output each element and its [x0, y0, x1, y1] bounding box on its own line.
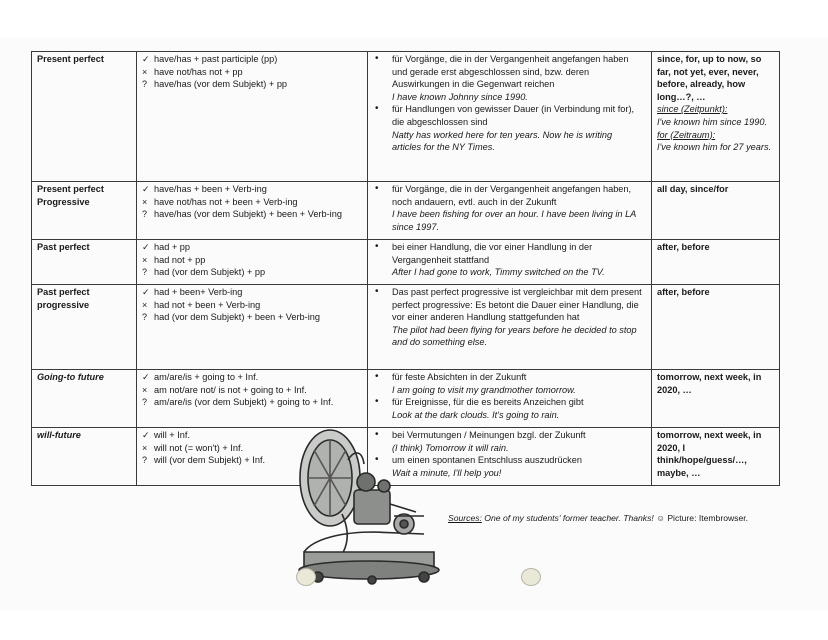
form-cell — [137, 285, 368, 370]
tense-name-cell — [32, 428, 137, 486]
form-text: am/are/is + going to + Inf. — [154, 372, 259, 382]
signal-note-heading: since (Zeitpunkt): — [657, 104, 728, 115]
tense-row — [32, 182, 780, 240]
cross-icon: × — [142, 442, 148, 453]
form-line — [142, 371, 363, 384]
usage-item — [373, 103, 647, 153]
sources-text: One of my students' former teacher. Thanks! — [481, 513, 657, 523]
usage-text: Das past perfect progressive ist vergleichbar mit dem present perfect progressive: Es betont die Dauer einer Handlung, die vor einer anderen Handlung stattgefunden hat — [392, 287, 642, 323]
tense-name-cell — [32, 240, 137, 285]
form-text: have not/has not + been + Verb-ing — [154, 196, 298, 207]
form-line — [142, 396, 363, 409]
usage-item — [373, 53, 647, 103]
sources-label: Sources: — [448, 513, 482, 523]
usage-example: Look at the dark clouds. It's going to rain. — [392, 409, 560, 420]
usage-example: I am going to visit my grandmother tomorrow. — [392, 384, 576, 395]
signal-note-example: I've known him for 27 years. — [657, 142, 772, 153]
tense-row — [32, 52, 780, 182]
usage-example: (I think) Tomorrow it will rain. — [392, 442, 509, 453]
usage-list — [373, 183, 647, 233]
usage-cell — [368, 285, 652, 370]
form-line — [142, 66, 363, 79]
usage-example: Wait a minute, I'll help you! — [392, 467, 502, 478]
cross-icon: × — [142, 66, 148, 77]
cross-icon: × — [142, 254, 148, 265]
signal-words: since, for, up to now, so far, not yet, ever, never, before, already, how long…?, … — [657, 54, 762, 102]
usage-text: für Vorgänge, die in der Vergangenheit angefangen haben, noch andauern, evtl. auch in der Zukunft — [392, 184, 632, 207]
tense-row — [32, 370, 780, 428]
form-text: am/are/is (vor dem Subjekt) + going to + Inf. — [154, 397, 334, 408]
usage-item — [373, 371, 647, 396]
signal-words-cell — [652, 428, 780, 486]
form-text: had + been+ Verb-ing — [154, 287, 243, 297]
signal-words-cell — [652, 182, 780, 240]
usage-text: für Vorgänge, die in der Vergangenheit angefangen haben und gerade erst abgeschlossen sind, bzw. deren Auswirkungen in die Gegenwart reichen — [392, 54, 629, 90]
form-text: had + pp — [154, 242, 191, 252]
picture-credit: Picture: Itembrowser. — [664, 513, 749, 523]
usage-cell — [368, 52, 652, 182]
bullet-icon: • — [375, 53, 379, 64]
tense-name: will-future — [37, 430, 81, 440]
signal-words: all day, since/for — [657, 184, 729, 194]
usage-text: bei einer Handlung, die vor einer Handlung in der Vergangenheit stattfand — [392, 242, 593, 265]
form-line — [142, 384, 363, 397]
usage-text: für feste Absichten in der Zukunft — [392, 372, 527, 382]
signal-words-cell — [652, 52, 780, 182]
usage-example: After I had gone to work, Timmy switched on the TV. — [392, 267, 605, 278]
bullet-icon: • — [375, 396, 379, 408]
sources-note — [448, 513, 748, 523]
form-line — [142, 311, 363, 324]
form-text: will (vor dem Subjekt) + Inf. — [154, 455, 266, 466]
question-icon: ? — [142, 267, 148, 278]
usage-example: I have been fishing for over an hour. I have been living in LA since 1997. — [392, 209, 636, 232]
tense-name-cell — [32, 182, 137, 240]
form-text: have/has + past participle (pp) — [154, 54, 278, 64]
question-icon: ? — [142, 209, 148, 220]
form-line — [142, 208, 363, 221]
tense-name: Past perfect progressive — [37, 287, 90, 310]
form-cell — [137, 370, 368, 428]
form-text: had (vor dem Subjekt) + pp — [154, 267, 266, 278]
bullet-icon: • — [375, 429, 379, 440]
form-line — [142, 196, 363, 209]
form-line — [142, 299, 363, 312]
question-icon: ? — [142, 397, 148, 408]
form-text: have/has (vor dem Subjekt) + pp — [154, 79, 288, 90]
cross-icon: × — [142, 299, 148, 310]
form-line — [142, 254, 363, 267]
usage-item — [373, 183, 647, 233]
usage-text: für Handlungen von gewisser Dauer (in Verbindung mit for), die abgeschlossen sind — [392, 104, 635, 127]
check-icon: ✓ — [142, 372, 150, 382]
tense-name: Going-to future — [37, 372, 104, 382]
tense-row — [32, 285, 780, 370]
signal-words: after, before — [657, 287, 710, 297]
usage-item — [373, 396, 647, 421]
usage-cell — [368, 182, 652, 240]
tense-name-cell — [32, 285, 137, 370]
tense-name: Present perfect Progressive — [37, 184, 104, 207]
check-icon: ✓ — [142, 54, 150, 64]
signal-words: tomorrow, next week, in 2020, … — [657, 372, 762, 395]
form-text: had not + pp — [154, 254, 206, 265]
bullet-icon: • — [375, 103, 379, 115]
usage-text: bei Vermutungen / Meinungen bzgl. der Zukunft — [392, 430, 586, 440]
form-text: will + Inf. — [154, 430, 190, 440]
usage-item — [373, 286, 647, 349]
tense-name-cell — [32, 52, 137, 182]
signal-words-cell — [652, 285, 780, 370]
question-icon: ? — [142, 312, 148, 323]
signal-note-example: I've known him since 1990. — [657, 116, 768, 127]
signal-note-heading: for (Zeitraum): — [657, 129, 716, 140]
usage-text: um einen spontanen Entschluss auszudrücken — [392, 455, 582, 466]
form-cell — [137, 240, 368, 285]
tense-name: Past perfect — [37, 242, 90, 252]
usage-list — [373, 53, 647, 154]
form-cell — [137, 182, 368, 240]
usage-list — [373, 286, 647, 349]
form-text: have/has + been + Verb-ing — [154, 184, 267, 194]
bullet-icon: • — [375, 454, 379, 466]
form-line — [142, 53, 363, 66]
form-text: had (vor dem Subjekt) + been + Verb-ing — [154, 312, 320, 323]
form-line — [142, 183, 363, 196]
form-text: am not/are not/ is not + going to + Inf. — [154, 384, 307, 395]
usage-example: I have known Johnny since 1990. — [392, 91, 528, 102]
form-text: have/has (vor dem Subjekt) + been + Verb-ing — [154, 209, 342, 220]
usage-cell — [368, 240, 652, 285]
form-line — [142, 78, 363, 91]
form-text: will not (= won't) + Inf. — [154, 442, 244, 453]
usage-example: Natty has worked here for ten years. Now he is writing articles for the NY Times. — [392, 129, 613, 153]
usage-list — [373, 371, 647, 421]
usage-text: für Ereignisse, für die es bereits Anzeichen gibt — [392, 397, 584, 408]
form-line — [142, 266, 363, 279]
check-icon: ✓ — [142, 287, 150, 297]
cross-icon: × — [142, 196, 148, 207]
check-icon: ✓ — [142, 242, 150, 252]
check-icon: ✓ — [142, 430, 150, 440]
form-line — [142, 241, 363, 254]
bullet-icon: • — [375, 241, 379, 252]
form-cell — [137, 52, 368, 182]
punch-hole-left — [296, 568, 316, 586]
signal-words-cell — [652, 370, 780, 428]
smiley-icon: ☺ — [656, 513, 665, 523]
tense-name-cell — [32, 370, 137, 428]
signal-words: tomorrow, next week, in 2020, I think/hope/guess/…, maybe, … — [657, 430, 762, 478]
bullet-icon: • — [375, 371, 379, 382]
time-machine-illustration — [284, 420, 444, 585]
check-icon: ✓ — [142, 184, 150, 194]
cross-icon: × — [142, 384, 148, 395]
bullet-icon: • — [375, 286, 379, 297]
question-icon: ? — [142, 455, 148, 466]
usage-item — [373, 241, 647, 279]
tense-row — [32, 240, 780, 285]
form-text: have not/has not + pp — [154, 66, 243, 77]
form-text: had not + been + Verb-ing — [154, 299, 261, 310]
tense-name: Present perfect — [37, 54, 104, 64]
form-line — [142, 286, 363, 299]
bullet-icon: • — [375, 183, 379, 194]
usage-list — [373, 241, 647, 279]
usage-example: The pilot had been flying for years before he decided to stop and do something else. — [392, 324, 637, 348]
signal-words: after, before — [657, 242, 710, 252]
usage-cell — [368, 370, 652, 428]
question-icon: ? — [142, 79, 148, 90]
punch-hole-right — [521, 568, 541, 586]
signal-words-cell — [652, 240, 780, 285]
